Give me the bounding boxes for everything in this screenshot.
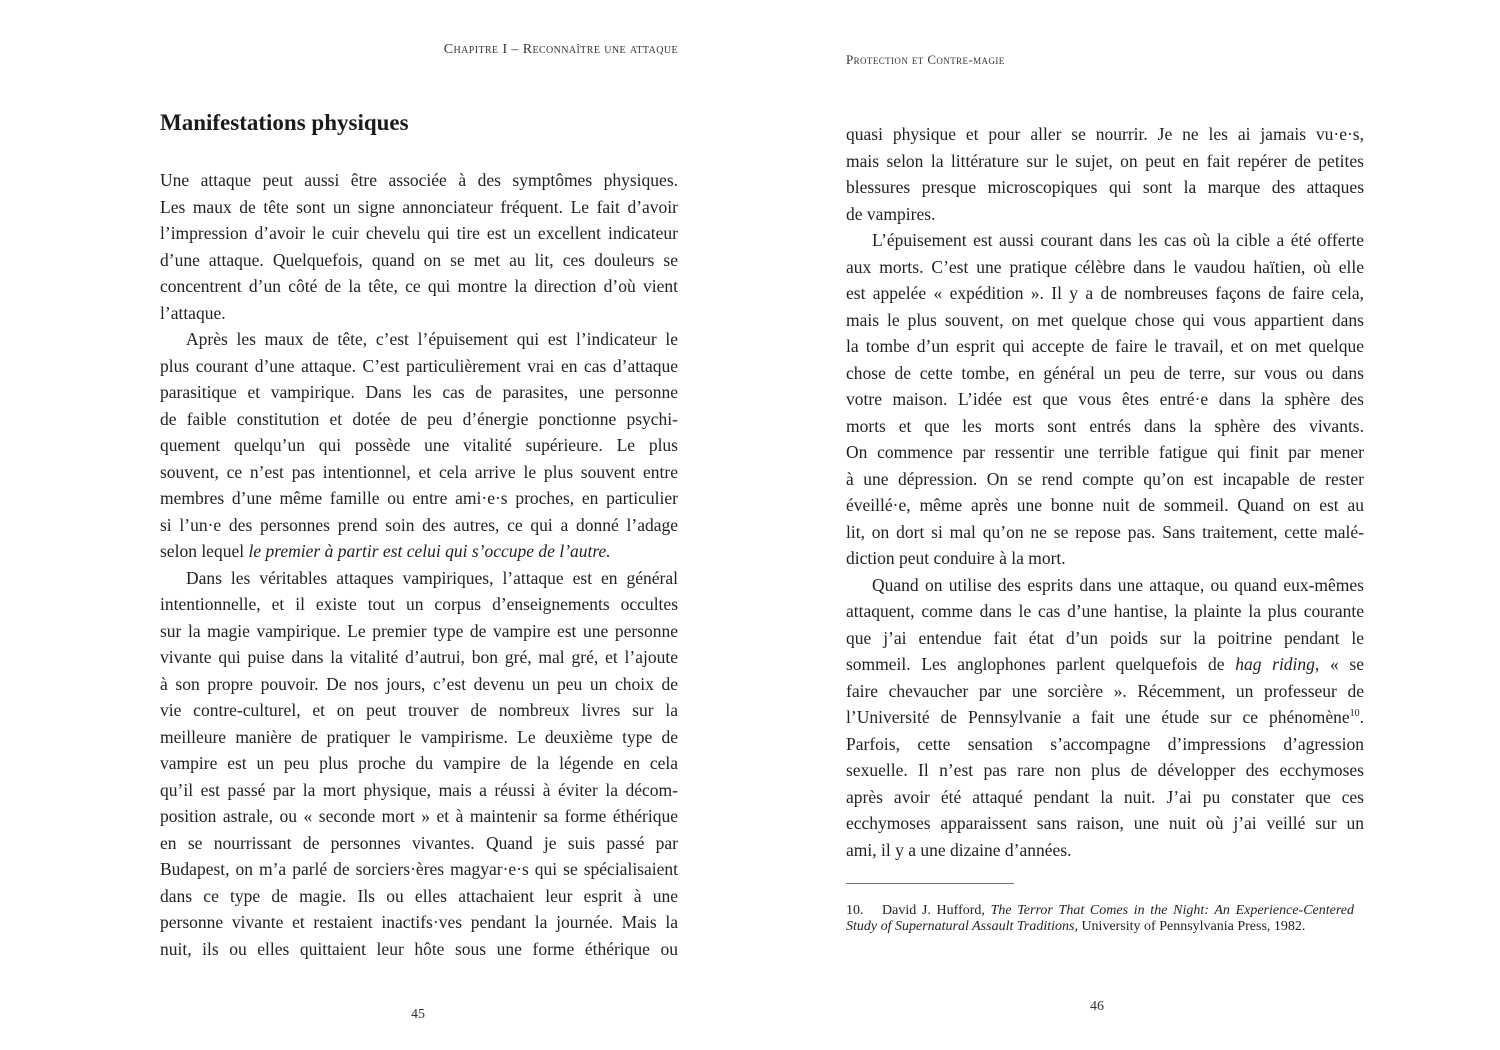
text-run: votre maison. L’idée est que vous êtes entré·e dans la sphère des — [846, 389, 1364, 409]
text-run: vie contre-culturel, et on peut trouver de nombreux livres sur la — [160, 700, 678, 720]
text-line — [846, 678, 1364, 705]
text-run: personne vivante et restaient inactifs·ves pendant la journée. Mais la — [160, 912, 678, 932]
text-line — [160, 750, 678, 777]
footnote-reference[interactable]: 10 — [1349, 708, 1360, 720]
text-line — [846, 360, 1364, 387]
text-run: dans ce type de magie. Ils ou elles attachaient leur esprit à une — [160, 885, 678, 906]
text-run: après avoir été attaqué pendant la nuit. J’ai pu constater que ces — [846, 786, 1364, 807]
text-line — [160, 644, 678, 671]
text-run: quement quelqu’un qui possède une vitalité supérieure. Le plus — [160, 435, 678, 455]
text-line — [846, 413, 1364, 440]
running-head-chapter: Chapitre I – Reconnaître une attaque — [443, 42, 678, 57]
text-line — [160, 247, 678, 274]
text-line — [160, 167, 678, 194]
text-line — [846, 545, 1364, 572]
text-run: . — [1359, 707, 1364, 727]
text-run: en se nourrissant de personnes vivantes. Quand je suis passé par — [160, 832, 678, 853]
text-line — [160, 432, 678, 459]
text-run: Parfois, cette sensation s’accompagne d’impressions d’agression — [846, 733, 1364, 754]
italic-text: le premier à partir est celui qui s’occupe de l’autre. — [248, 541, 611, 561]
text-line — [846, 625, 1364, 652]
text-line — [160, 353, 678, 380]
text-run: de faible constitution et dotée de peu d’énergie ponctionne psychi- — [160, 408, 678, 429]
text-run: d’une attaque. Quelquefois, quand on se met au lit, ces douleurs se — [160, 249, 678, 270]
footnote — [846, 903, 1354, 934]
text-run: On commence par ressentir une terrible fatigue qui finit par mener — [846, 442, 1364, 462]
text-run: l’impression d’avoir le cuir chevelu qui tire est un excellent indicateur — [160, 223, 678, 243]
text-line — [846, 254, 1364, 281]
text-line — [160, 856, 678, 883]
text-line — [160, 326, 678, 353]
text-run: parasitique et vampirique. Dans les cas de parasites, une personne — [160, 382, 678, 402]
text-run: qu’il est passé par la mort physique, mais a réussi à éviter la décom- — [160, 779, 678, 800]
text-run: membres d’une même famille ou entre ami·e·s proches, en particulier — [160, 488, 678, 508]
text-line — [160, 803, 678, 830]
text-line — [160, 379, 678, 406]
text-run: quasi physique et pour aller se nourrir. Je ne les ai jamais vu·e·s, — [846, 124, 1364, 144]
text-line — [846, 466, 1364, 493]
text-run: mais selon la littérature sur le sujet, on peut en fait repérer de petites — [846, 150, 1364, 171]
text-run: L’épuisement est aussi courant dans les cas où la cible a été offerte — [872, 230, 1364, 250]
page-number-right: 46 — [1090, 999, 1104, 1014]
text-run: sexuelle. Il n’est pas rare non plus de développer des ecchymoses — [846, 760, 1364, 780]
text-line — [846, 386, 1364, 413]
text-run: ami, il y a une dizaine d’années. — [846, 839, 1072, 860]
text-line — [160, 194, 678, 221]
text-line — [160, 220, 678, 247]
text-run: Une attaque peut aussi être associée à des symptômes physiques. — [160, 170, 678, 190]
text-run: à son propre pouvoir. De nos jours, c’est devenu un peu un choix de — [160, 673, 678, 694]
text-run: morts et que les morts sont entrés dans la sphère des vivants. — [846, 415, 1364, 436]
text-line — [160, 406, 678, 433]
text-line — [846, 148, 1364, 175]
text-run: Dans les véritables attaques vampiriques, l’attaque est en général — [186, 567, 678, 588]
text-run: souvent, ce n’est pas intentionnel, et cela arrive le plus souvent entre — [160, 461, 678, 482]
text-line — [160, 618, 678, 645]
footnote-title: The Terror That Comes in the Night: An Experience-Centered Study of Supernatural Assault Traditions — [846, 903, 1354, 934]
text-run: Après les maux de tête, c’est l’épuisement qui est l’indicateur le — [186, 329, 678, 349]
text-run: selon lequel — [160, 541, 249, 561]
text-line — [846, 227, 1364, 254]
text-run: mais le plus souvent, on met quelque chose qui vous appartient dans — [846, 309, 1364, 330]
text-run: position astrale, ou « seconde mort » et à maintenir sa forme éthérique — [160, 806, 678, 826]
text-run: Quand on utilise des esprits dans une attaque, ou quand eux-mêmes — [872, 574, 1364, 595]
section-heading: Manifestations physiques — [160, 110, 409, 135]
text-run: la tombe d’un esprit qui accepte de faire le travail, et on met quelque — [846, 336, 1364, 356]
text-line — [846, 757, 1364, 784]
text-run: attaquent, comme dans le cas d’une hantise, la plainte la plus courante — [846, 601, 1364, 621]
text-line — [846, 598, 1364, 625]
text-run: est appelée « expédition ». Il y a de nombreuses façons de faire cela, — [846, 283, 1364, 303]
text-run: de vampires. — [846, 203, 936, 224]
text-line — [846, 174, 1364, 201]
text-line — [160, 777, 678, 804]
text-line — [160, 697, 678, 724]
text-run: l’Université de Pennsylvanie a fait une étude sur ce phénomène — [846, 707, 1350, 727]
text-run: lit, on dort si mal qu’on ne se repose pas. Sans traitement, cette malé- — [846, 521, 1364, 542]
text-run: chose de cette tombe, en général un peu de terre, sur vous ou dans — [846, 362, 1364, 383]
text-line — [160, 300, 678, 327]
text-line — [160, 909, 678, 936]
text-run: sommeil. Les anglophones parlent quelquefois de — [846, 654, 1236, 674]
text-run: l’attaque. — [160, 302, 226, 323]
text-run: blessures presque microscopiques qui sont la marque des attaques — [846, 177, 1364, 197]
text-line — [846, 810, 1364, 837]
text-line — [846, 784, 1364, 811]
body-text-right — [846, 121, 1364, 863]
footnote-author: David J. Hufford, — [882, 903, 991, 918]
text-run: que j’ai entendue fait état d’un poids sur la poitrine pendant le — [846, 627, 1364, 648]
text-run: diction peut conduire à la mort. — [846, 548, 1066, 568]
running-head-book: Protection et Contre-magie — [846, 52, 1005, 67]
text-line — [846, 572, 1364, 599]
text-run: intentionnelle, et il existe tout un corpus d’enseignements occultes — [160, 594, 678, 614]
text-run: éveillé·e, même après une bonne nuit de sommeil. Quand on est au — [846, 495, 1364, 515]
text-line — [160, 724, 678, 751]
text-line — [160, 830, 678, 857]
footnote-divider — [846, 883, 1014, 884]
text-line — [846, 333, 1364, 360]
text-line — [846, 121, 1364, 148]
text-line — [160, 485, 678, 512]
text-run: vivante qui puise dans la vitalité d’autrui, bon gré, mal gré, et l’ajoute — [160, 647, 678, 667]
text-line — [160, 538, 678, 565]
text-line — [846, 307, 1364, 334]
text-run: si l’un·e des personnes prend soin des autres, ce qui a donné l’adage — [160, 514, 678, 535]
text-line — [160, 565, 678, 592]
text-run: concentrent d’un côté de la tête, ce qui montre la direction d’où vient — [160, 276, 678, 296]
text-run: plus courant d’une attaque. C’est particulièrement vrai en cas d’attaque — [160, 355, 678, 376]
text-run: Budapest, on m’a parlé de sorciers·ères magyar·e·s qui se spécialisaient — [160, 859, 678, 879]
text-run: meilleure manière de pratiquer le vampirisme. Le deuxième type de — [160, 726, 678, 747]
text-line — [160, 459, 678, 486]
text-run: aux morts. C’est une pratique célèbre dans le vaudou haïtien, où elle — [846, 256, 1364, 277]
text-line — [846, 651, 1364, 678]
body-text-left — [160, 167, 678, 962]
text-line — [846, 837, 1364, 864]
text-run: nuit, ils ou elles quittaient leur hôte sous une forme éthérique ou — [160, 938, 678, 959]
text-line — [846, 519, 1364, 546]
text-line — [160, 936, 678, 963]
right-page — [750, 0, 1500, 1050]
text-line — [846, 731, 1364, 758]
text-line — [846, 704, 1364, 731]
text-line — [160, 883, 678, 910]
text-run: faire chevaucher par une sorcière ». Récemment, un professeur de — [846, 680, 1364, 701]
text-run: sur la magie vampirique. Le premier type de vampire est une personne — [160, 620, 678, 641]
text-line — [846, 439, 1364, 466]
footnote-number: 10. — [846, 903, 864, 918]
footnote-publisher: , University of Pennsylvania Press, 1982. — [1074, 918, 1306, 934]
text-line — [846, 280, 1364, 307]
text-run: à une dépression. On se rend compte qu’on est incapable de rester — [846, 468, 1364, 489]
text-run: ecchymoses apparaissent sans raison, une nuit où j’ai veillé sur un — [846, 813, 1364, 833]
text-line — [846, 492, 1364, 519]
page-number-left: 45 — [411, 1007, 425, 1022]
text-line — [846, 201, 1364, 228]
text-line — [160, 591, 678, 618]
text-line — [160, 273, 678, 300]
italic-text: hag riding — [1235, 654, 1315, 674]
text-line — [160, 671, 678, 698]
text-run: vampire est un peu plus proche du vampire de la légende en cela — [160, 753, 678, 773]
text-run: Les maux de tête sont un signe annonciateur fréquent. Le fait d’avoir — [160, 196, 678, 217]
text-run: , « se — [1314, 654, 1364, 674]
text-line — [160, 512, 678, 539]
